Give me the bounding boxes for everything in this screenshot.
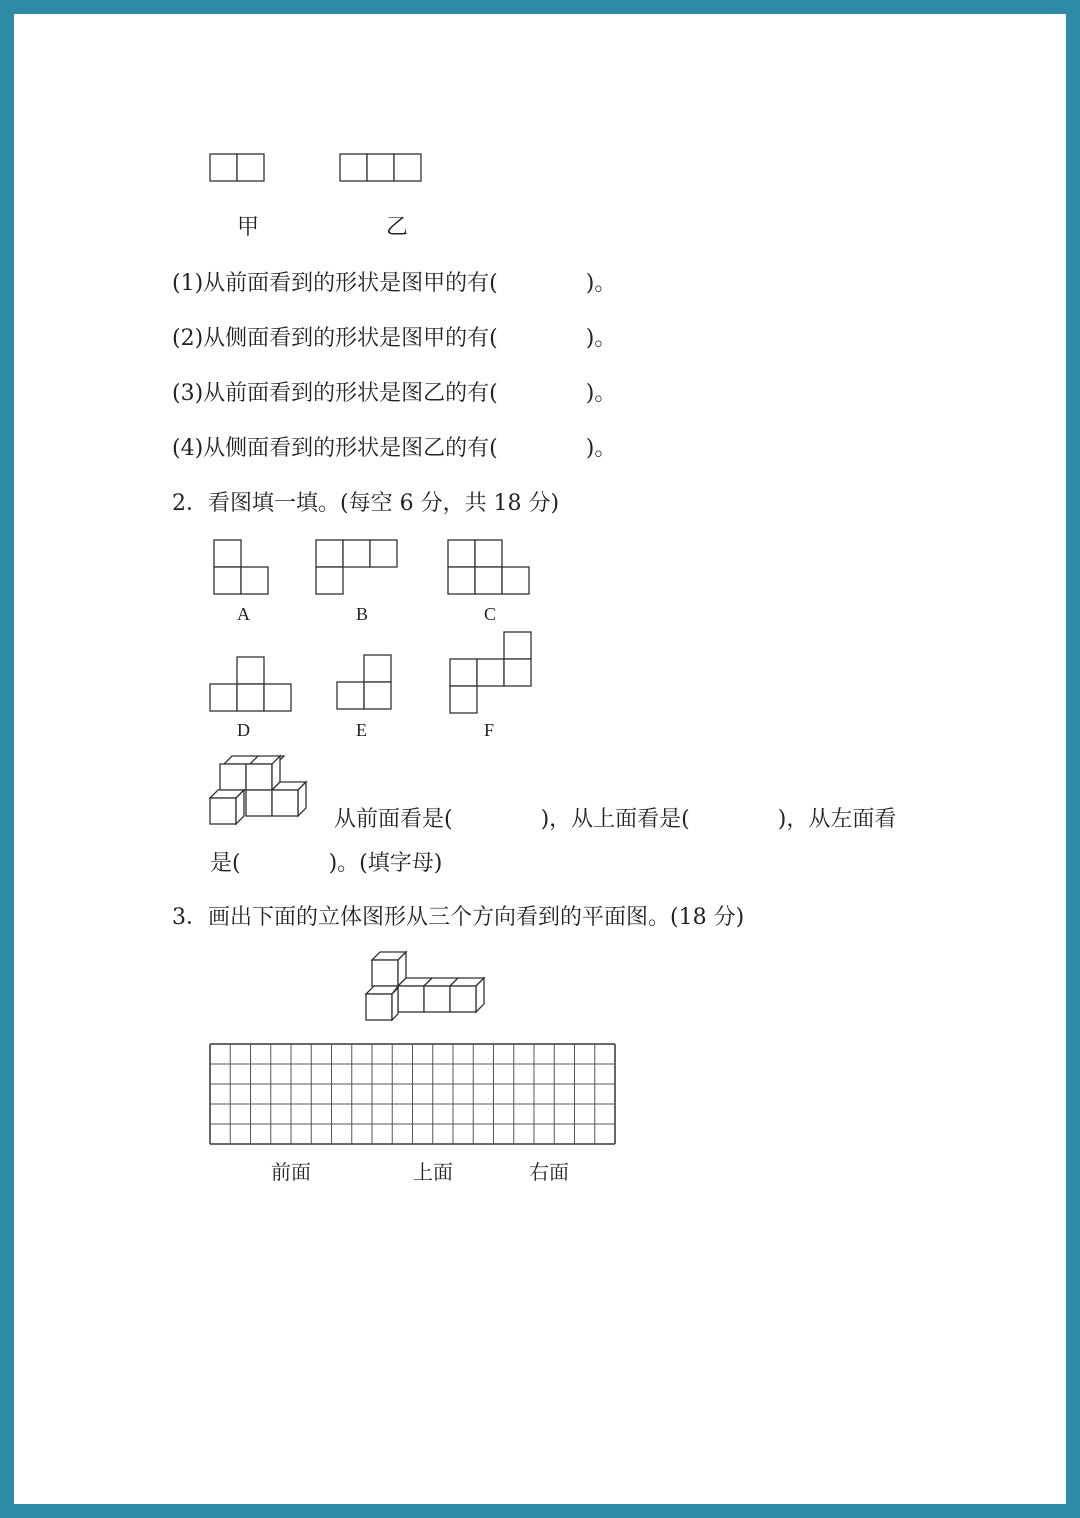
option-f-figure bbox=[450, 632, 540, 722]
option-c-figure bbox=[448, 540, 538, 600]
option-d-label: D bbox=[237, 720, 250, 740]
view-label-top: 上面 bbox=[413, 1160, 453, 1184]
worksheet-page bbox=[14, 14, 1066, 1504]
q3-solid-figure bbox=[366, 952, 496, 1024]
q1-item-1: (1)从前面看到的形状是图甲的有( )。 bbox=[172, 271, 617, 296]
view-label-right: 右面 bbox=[529, 1160, 569, 1184]
q1-item-4: (4)从侧面看到的形状是图乙的有( )。 bbox=[172, 436, 617, 461]
q1-item-2: (2)从侧面看到的形状是图甲的有( )。 bbox=[172, 326, 617, 351]
option-a-figure bbox=[214, 540, 274, 600]
q3-title: 3．画出下面的立体图形从三个方向看到的平面图。(18 分) bbox=[172, 905, 745, 930]
q2-solid-figure bbox=[210, 748, 320, 828]
drawing-grid bbox=[210, 1044, 616, 1146]
option-c-label: C bbox=[484, 604, 497, 624]
option-b-figure bbox=[316, 540, 406, 600]
option-e-label: E bbox=[356, 720, 367, 740]
option-f-label: F bbox=[484, 720, 495, 740]
figure-yi bbox=[340, 154, 430, 184]
q2-answer-line-1: 从前面看是( )，从上面看是( )，从左面看 bbox=[334, 807, 897, 832]
label-yi: 乙 bbox=[386, 215, 409, 240]
option-e-figure bbox=[337, 655, 397, 715]
view-label-front: 前面 bbox=[271, 1160, 311, 1184]
q2-answer-line-2: 是( )。(填字母) bbox=[210, 851, 443, 876]
option-d-figure bbox=[210, 657, 300, 717]
figure-jia bbox=[210, 154, 270, 184]
label-jia: 甲 bbox=[237, 215, 260, 240]
option-a-label: A bbox=[237, 604, 250, 624]
option-b-label: B bbox=[356, 604, 369, 624]
q2-title: 2．看图填一填。(每空 6 分，共 18 分) bbox=[172, 491, 560, 516]
q1-item-3: (3)从前面看到的形状是图乙的有( )。 bbox=[172, 381, 617, 406]
